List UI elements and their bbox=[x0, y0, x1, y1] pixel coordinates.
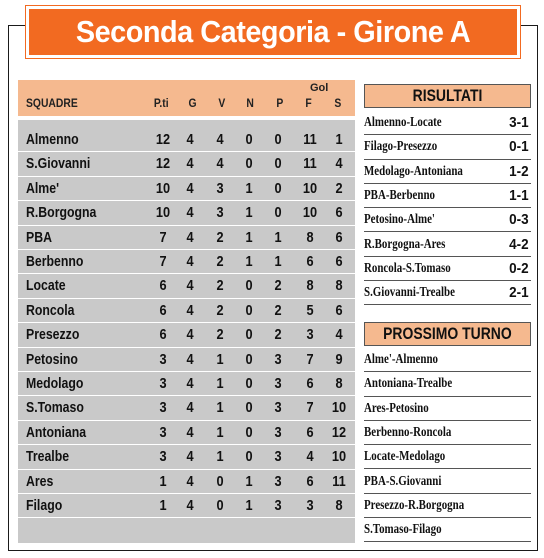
table-row bbox=[18, 128, 355, 152]
cell-points: 10 bbox=[155, 204, 171, 222]
cell-goals-for: 10 bbox=[302, 179, 318, 197]
header-games: G bbox=[188, 98, 197, 110]
next-match: Berbenno-Roncola bbox=[364, 424, 452, 440]
cell-points: 6 bbox=[159, 301, 167, 319]
result-match: S.Giovanni-Trealbe bbox=[364, 285, 455, 301]
team-name: S.Giovanni bbox=[26, 155, 91, 173]
result-score: 1-1 bbox=[509, 186, 529, 204]
result-match: Almenno-Locate bbox=[364, 115, 442, 130]
cell-games: 4 bbox=[186, 204, 194, 222]
cell-points: 7 bbox=[159, 228, 167, 246]
cell-losses: 3 bbox=[274, 399, 282, 417]
next-match-row bbox=[364, 494, 531, 518]
result-score: 2-1 bbox=[509, 284, 529, 302]
cell-losses: 0 bbox=[274, 179, 282, 197]
cell-losses: 0 bbox=[274, 155, 282, 173]
cell-points: 1 bbox=[159, 472, 167, 490]
cell-games: 4 bbox=[186, 350, 194, 368]
cell-games: 4 bbox=[186, 228, 194, 246]
cell-goals-against: 11 bbox=[332, 472, 346, 490]
table-row bbox=[18, 274, 355, 298]
cell-draws: 1 bbox=[245, 228, 253, 246]
cell-wins: 2 bbox=[216, 277, 224, 295]
next-match-row bbox=[364, 348, 531, 372]
cell-points: 3 bbox=[159, 350, 167, 368]
cell-goals-against: 10 bbox=[331, 399, 347, 417]
cell-points: 3 bbox=[159, 448, 167, 466]
cell-goals-against: 12 bbox=[331, 423, 347, 441]
header-team: SQUADRE bbox=[26, 98, 78, 110]
cell-games: 4 bbox=[186, 423, 194, 441]
cell-goals-for: 3 bbox=[306, 497, 314, 514]
next-round-header bbox=[364, 322, 531, 346]
cell-games: 4 bbox=[186, 399, 194, 417]
team-name: S.Tomaso bbox=[26, 399, 84, 417]
cell-goals-against: 1 bbox=[335, 131, 343, 148]
cell-goals-against: 6 bbox=[335, 253, 343, 270]
cell-points: 6 bbox=[159, 326, 167, 344]
cell-goals-for: 8 bbox=[306, 277, 314, 295]
table-row bbox=[18, 299, 355, 323]
table-row bbox=[18, 445, 355, 469]
next-match-row bbox=[364, 421, 531, 445]
cell-goals-against: 2 bbox=[335, 179, 343, 197]
cell-losses: 0 bbox=[274, 204, 282, 222]
cell-goals-against: 9 bbox=[335, 350, 343, 368]
cell-draws: 0 bbox=[245, 326, 253, 344]
cell-draws: 0 bbox=[245, 423, 253, 441]
cell-goals-against: 4 bbox=[335, 155, 343, 173]
cell-goals-for: 5 bbox=[306, 301, 314, 319]
cell-wins: 2 bbox=[216, 253, 224, 270]
result-score: 0-3 bbox=[509, 211, 529, 229]
team-name: Alme' bbox=[26, 179, 60, 197]
cell-wins: 4 bbox=[216, 155, 224, 173]
cell-games: 4 bbox=[186, 301, 194, 319]
cell-losses: 3 bbox=[274, 497, 282, 514]
cell-points: 12 bbox=[155, 155, 171, 173]
cell-goals-for: 8 bbox=[306, 228, 314, 246]
cell-games: 4 bbox=[186, 155, 194, 173]
cell-losses: 3 bbox=[274, 472, 282, 490]
cell-goals-for: 6 bbox=[306, 253, 314, 270]
next-match: Presezzo-R.Borgogna bbox=[364, 497, 465, 513]
cell-goals-for: 6 bbox=[306, 423, 314, 441]
cell-wins: 0 bbox=[216, 497, 224, 514]
cell-goals-against: 8 bbox=[335, 375, 343, 392]
table-row bbox=[18, 470, 355, 494]
table-row bbox=[18, 421, 355, 445]
result-match: Roncola-S.Tomaso bbox=[364, 260, 451, 276]
cell-draws: 1 bbox=[245, 204, 253, 222]
result-score: 3-1 bbox=[509, 114, 529, 131]
standings-body bbox=[18, 120, 355, 543]
cell-goals-against: 4 bbox=[335, 326, 343, 344]
header-losses: P bbox=[276, 98, 284, 110]
cell-wins: 2 bbox=[216, 326, 224, 344]
result-row bbox=[364, 208, 531, 232]
standings-table bbox=[18, 80, 355, 543]
table-row bbox=[18, 250, 355, 274]
cell-draws: 0 bbox=[245, 301, 253, 319]
cell-goals-against: 8 bbox=[335, 497, 343, 514]
header-goals-for: F bbox=[305, 98, 312, 110]
team-name: R.Borgogna bbox=[26, 204, 97, 222]
table-row bbox=[18, 372, 355, 396]
cell-points: 6 bbox=[159, 277, 167, 295]
team-name: Ares bbox=[26, 472, 54, 490]
cell-goals-against: 6 bbox=[335, 204, 343, 222]
cell-losses: 1 bbox=[274, 253, 282, 270]
cell-losses: 2 bbox=[274, 326, 282, 344]
table-row bbox=[18, 152, 355, 176]
cell-wins: 2 bbox=[216, 301, 224, 319]
cell-wins: 1 bbox=[216, 399, 224, 417]
next-match: Ares-Petosino bbox=[364, 400, 429, 416]
next-match: Antoniana-Trealbe bbox=[364, 376, 453, 392]
result-row bbox=[364, 257, 531, 281]
cell-games: 4 bbox=[186, 277, 194, 295]
cell-points: 3 bbox=[159, 399, 167, 417]
next-match-row bbox=[364, 470, 531, 494]
next-match: Locate-Medolago bbox=[364, 449, 446, 465]
cell-goals-for: 6 bbox=[306, 375, 314, 392]
cell-games: 4 bbox=[186, 497, 194, 514]
next-match: Alme'-Almenno bbox=[364, 352, 439, 367]
cell-goals-for: 7 bbox=[306, 399, 314, 417]
page-title: Seconda Categoria - Girone A bbox=[75, 14, 471, 49]
next-match-row bbox=[364, 372, 531, 396]
cell-draws: 0 bbox=[245, 375, 253, 392]
cell-wins: 1 bbox=[216, 375, 224, 392]
header-draws: N bbox=[246, 98, 254, 110]
cell-goals-for: 11 bbox=[303, 131, 317, 148]
cell-draws: 0 bbox=[245, 448, 253, 466]
cell-wins: 3 bbox=[216, 204, 224, 222]
team-name: Medolago bbox=[26, 375, 84, 392]
cell-goals-for: 4 bbox=[306, 448, 314, 466]
title-banner bbox=[26, 6, 520, 58]
results-title: RISULTATI bbox=[412, 86, 483, 105]
cell-goals-for: 6 bbox=[306, 472, 314, 490]
cell-draws: 1 bbox=[245, 497, 253, 514]
next-match: S.Tomaso-Filago bbox=[364, 522, 442, 538]
cell-games: 4 bbox=[186, 326, 194, 344]
team-name: Antoniana bbox=[26, 423, 87, 441]
table-row bbox=[18, 201, 355, 225]
result-score: 0-1 bbox=[509, 138, 529, 156]
table-row bbox=[18, 348, 355, 372]
cell-losses: 3 bbox=[274, 350, 282, 368]
cell-games: 4 bbox=[186, 375, 194, 392]
cell-losses: 3 bbox=[274, 448, 282, 466]
cell-goals-for: 10 bbox=[302, 204, 318, 222]
result-match: Filago-Presezzo bbox=[364, 139, 438, 155]
cell-wins: 1 bbox=[216, 423, 224, 441]
team-name: Presezzo bbox=[26, 326, 80, 344]
cell-losses: 2 bbox=[274, 301, 282, 319]
cell-draws: 0 bbox=[245, 155, 253, 173]
table-row bbox=[18, 226, 355, 250]
result-row bbox=[364, 111, 531, 135]
team-name: Berbenno bbox=[26, 253, 84, 270]
result-match: Petosino-Alme' bbox=[364, 212, 435, 228]
cell-goals-against: 6 bbox=[335, 301, 343, 319]
result-match: PBA-Berbenno bbox=[364, 187, 435, 203]
cell-losses: 3 bbox=[274, 375, 282, 392]
cell-wins: 1 bbox=[216, 448, 224, 466]
cell-draws: 0 bbox=[245, 131, 253, 148]
cell-points: 12 bbox=[155, 131, 171, 148]
next-match-row bbox=[364, 397, 531, 421]
cell-goals-against: 8 bbox=[335, 277, 343, 295]
table-row bbox=[18, 177, 355, 201]
cell-losses: 0 bbox=[274, 131, 282, 148]
cell-points: 7 bbox=[159, 253, 167, 270]
results-header bbox=[364, 84, 531, 108]
cell-draws: 1 bbox=[245, 253, 253, 270]
cell-games: 4 bbox=[186, 253, 194, 270]
cell-draws: 0 bbox=[245, 399, 253, 417]
team-name: Filago bbox=[26, 497, 63, 514]
cell-games: 4 bbox=[186, 472, 194, 490]
next-match-row bbox=[364, 518, 531, 542]
cell-points: 3 bbox=[159, 423, 167, 441]
cell-draws: 0 bbox=[245, 277, 253, 295]
header-points: P.ti bbox=[153, 98, 169, 110]
table-row bbox=[18, 396, 355, 420]
result-row bbox=[364, 135, 531, 159]
standings-header bbox=[18, 80, 355, 116]
header-goals-against: S bbox=[334, 98, 342, 110]
result-score: 4-2 bbox=[509, 235, 529, 253]
cell-points: 10 bbox=[155, 179, 171, 197]
team-name: Petosino bbox=[26, 350, 78, 368]
cell-games: 4 bbox=[186, 131, 194, 148]
cell-draws: 1 bbox=[245, 179, 253, 197]
cell-draws: 0 bbox=[245, 350, 253, 368]
team-name: Almenno bbox=[26, 131, 79, 148]
cell-points: 1 bbox=[159, 497, 167, 514]
cell-losses: 1 bbox=[274, 228, 282, 246]
next-match-row bbox=[364, 445, 531, 469]
team-name: PBA bbox=[26, 228, 52, 246]
cell-goals-for: 7 bbox=[306, 350, 314, 368]
cell-points: 3 bbox=[159, 375, 167, 392]
cell-wins: 1 bbox=[216, 350, 224, 368]
result-score: 0-2 bbox=[509, 259, 529, 277]
cell-goals-against: 10 bbox=[331, 448, 347, 466]
table-row bbox=[18, 323, 355, 347]
cell-losses: 2 bbox=[274, 277, 282, 295]
team-name: Roncola bbox=[26, 301, 75, 319]
cell-games: 4 bbox=[186, 179, 194, 197]
result-match: R.Borgogna-Ares bbox=[364, 236, 446, 252]
next-match: PBA-S.Giovanni bbox=[364, 473, 442, 489]
cell-wins: 0 bbox=[216, 472, 224, 490]
cell-goals-for: 11 bbox=[303, 155, 317, 173]
result-score: 1-2 bbox=[509, 162, 529, 180]
next-round-title: PROSSIMO TURNO bbox=[383, 324, 512, 343]
table-row bbox=[18, 494, 355, 518]
result-match: Medolago-Antoniana bbox=[364, 163, 463, 179]
result-row bbox=[364, 160, 531, 184]
result-row bbox=[364, 281, 531, 305]
result-row bbox=[364, 184, 531, 208]
result-row bbox=[364, 233, 531, 257]
header-wins: V bbox=[218, 98, 226, 110]
team-name: Locate bbox=[26, 277, 66, 295]
cell-goals-against: 6 bbox=[335, 228, 343, 246]
cell-draws: 1 bbox=[245, 472, 253, 490]
header-gol: Gol bbox=[310, 82, 329, 94]
team-name: Trealbe bbox=[26, 448, 70, 466]
cell-wins: 4 bbox=[216, 131, 224, 148]
cell-losses: 3 bbox=[274, 423, 282, 441]
cell-goals-for: 3 bbox=[306, 326, 314, 344]
cell-games: 4 bbox=[186, 448, 194, 466]
cell-wins: 3 bbox=[216, 179, 224, 197]
cell-wins: 2 bbox=[216, 228, 224, 246]
